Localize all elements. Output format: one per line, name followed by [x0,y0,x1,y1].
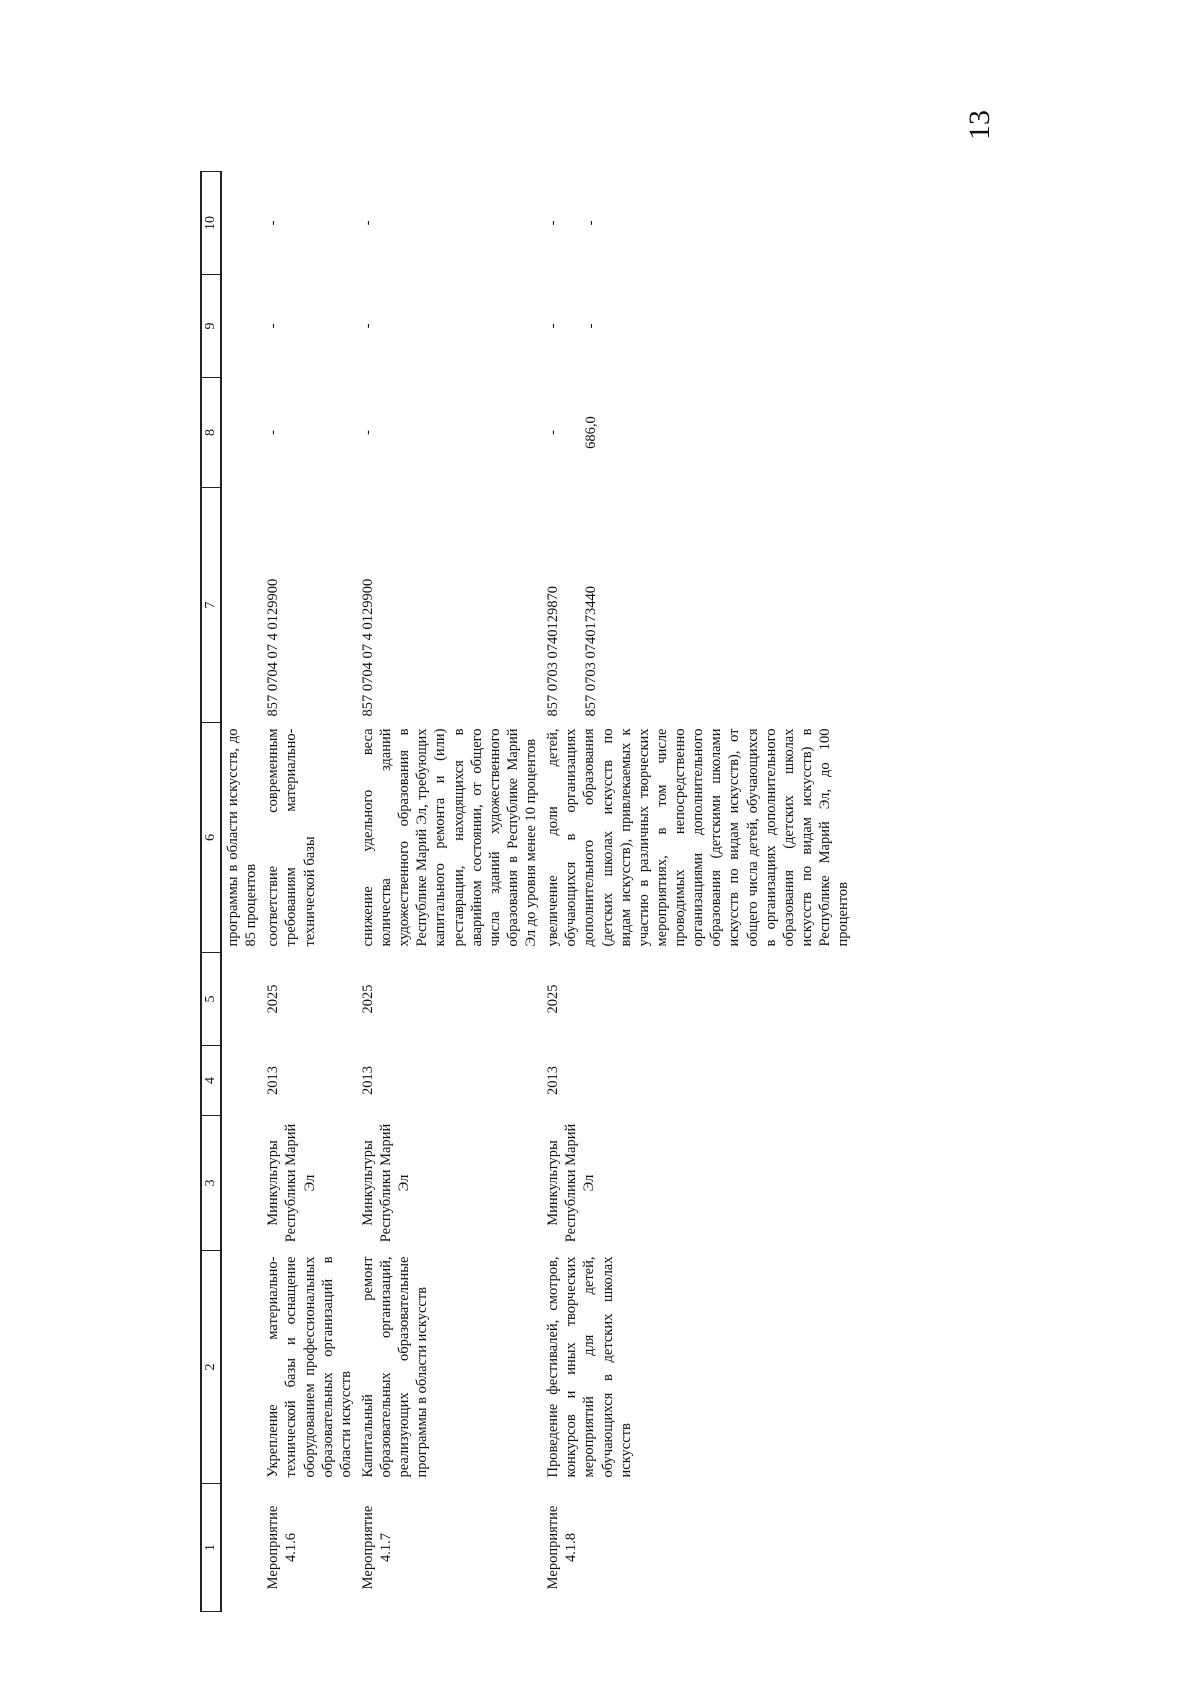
start-year: 2013 [359,1066,376,1095]
end-year: 2025 [265,984,282,1014]
value-col9: - [265,323,282,329]
value-col10: - [583,220,600,226]
column-number: 2 [201,1251,221,1484]
column-number: 3 [201,1116,221,1251]
measure-name: Капитальный ремонт образовательных организаций, реализующих образовательные программы в области искусств [359,1256,431,1478]
table-row [542,172,854,1612]
indicator-cell: увеличение доли детей, обучающихся в организациях дополнительного образования (детских школах искусств по видам искусств), привлекаемых к участию в различных творческих мероприятиях, в том числе проводимых непосредственно организациями дополнительного образования (детскими школами искусств по видам искусств), от общего числа детей, обучающихся в организациях дополнительного образования (детских школах искусств по видам искусств) в Республике Марий Эл, до 100 процентов [545,728,852,947]
budget-code: 857 0704 07 4 0129900 [359,578,376,717]
page-number: 13 [963,110,996,140]
measure-id: Мероприятие 4.1.7 [359,1505,394,1590]
column-number: 7 [201,488,221,723]
indicator-cell: соответствие современным требованиям материально-технической базы [265,728,318,947]
end-year: 2025 [359,984,376,1014]
column-number: 4 [201,1046,221,1116]
measures-table [200,171,854,1612]
indicator-cell: программы в области искусств, до 85 процентов [225,728,260,947]
value-col9: - [359,323,376,329]
end-year: 2025 [545,984,562,1014]
measure-id: Мероприятие 4.1.6 [265,1505,300,1590]
indicator-cell: снижение удельного веса количества зданий художественного образования в Республике Марий Эл, требующих капитального ремонта и (или) реставрации, находящихся в аварийном состоянии, от общего числа зданий художественного образования в Республике Марий Эл до уровня менее 10 процентов [359,728,539,947]
value-col8: - [545,430,562,435]
column-number: 5 [201,953,221,1046]
value-col9: - [583,323,600,329]
column-number: 1 [201,1484,221,1612]
continuation-row [221,172,262,1612]
column-number: 10 [201,172,221,275]
table-row [357,172,542,1612]
value-col8: 686,0 [583,416,600,449]
value-col10: - [359,220,376,226]
value-col8: - [265,430,282,435]
column-number: 8 [201,378,221,488]
start-year: 2013 [265,1066,282,1095]
column-numbers-row [201,172,221,1612]
column-number: 9 [201,275,221,378]
value-col9: - [545,323,562,329]
executor: Минкультуры Республики Марий Эл [359,1123,413,1243]
budget-code: 857 0703 0740173440 [583,586,600,717]
budget-code: 857 0703 0740129870 [545,586,562,717]
measure-name: Проведение фестивалей, смотров, конкурсов и иных творческих мероприятий для детей, обучающихся в детских школах искусств [545,1256,634,1478]
value-col10: - [545,220,562,226]
executor: Минкультуры Республики Марий Эл [545,1123,598,1243]
measure-id: Мероприятие 4.1.8 [545,1505,580,1590]
table-row [262,172,357,1612]
start-year: 2013 [545,1066,562,1095]
value-col8: - [359,430,376,435]
budget-code: 857 0704 07 4 0129900 [265,578,282,717]
executor: Минкультуры Республики Марий Эл [265,1123,318,1243]
rotated-table-container [200,112,1000,1612]
measure-name: Укрепление материально-технической базы и оснащение оборудованием профессиональных образовательных организаций в области искусств [265,1256,354,1478]
column-number: 6 [201,723,221,953]
value-col10: - [265,220,282,226]
